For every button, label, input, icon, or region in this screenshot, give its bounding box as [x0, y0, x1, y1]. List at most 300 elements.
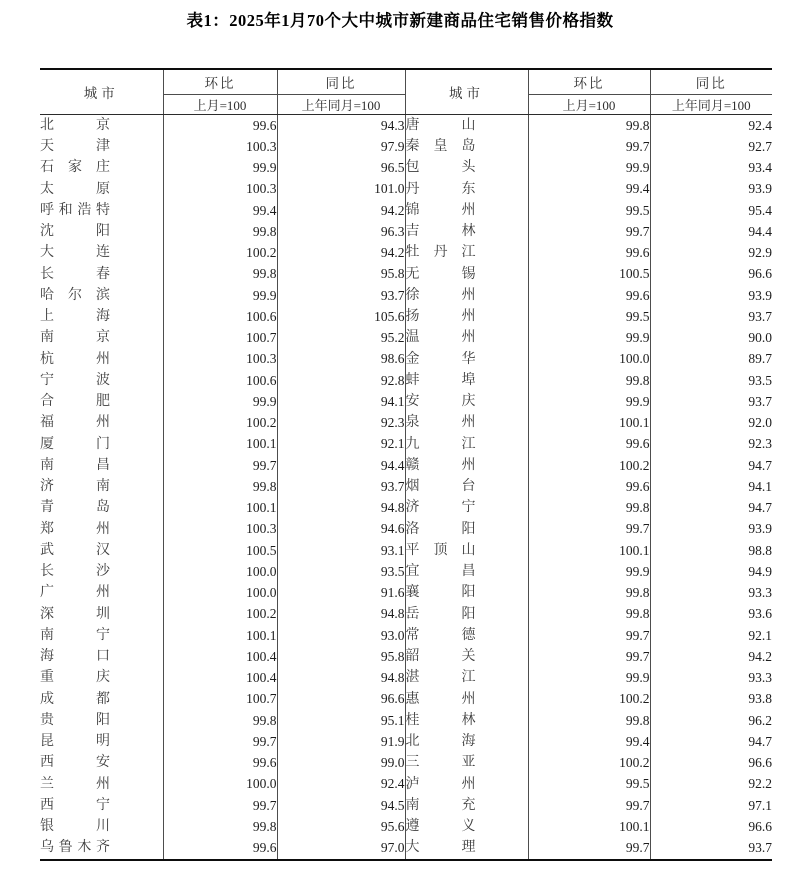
city-name-cell — [405, 625, 528, 646]
index-value-cell: 96.5 — [277, 158, 405, 179]
index-value-cell: 100.7 — [163, 689, 277, 710]
table-row — [40, 498, 772, 519]
index-value-cell: 99.8 — [163, 476, 277, 497]
table-row — [40, 285, 772, 306]
index-value-cell: 99.6 — [528, 243, 650, 264]
city-name-cell — [40, 689, 163, 710]
city-name-cell — [40, 838, 163, 860]
city-name: 桂林 — [405, 712, 476, 728]
index-value-cell: 96.6 — [650, 816, 772, 837]
city-name-cell — [405, 455, 528, 476]
index-value-cell: 96.6 — [650, 753, 772, 774]
index-value-cell: 97.0 — [277, 838, 405, 860]
city-name: 北京 — [40, 117, 110, 133]
index-value-cell: 100.5 — [163, 540, 277, 561]
index-value-cell: 100.2 — [163, 413, 277, 434]
city-name: 郑州 — [40, 521, 110, 537]
index-value-cell: 99.8 — [163, 816, 277, 837]
table-row — [40, 646, 772, 667]
index-value-cell: 100.0 — [163, 583, 277, 604]
index-value-cell: 93.7 — [277, 285, 405, 306]
city-name: 平顶山 — [405, 542, 476, 558]
table-row — [40, 328, 772, 349]
table-row — [40, 753, 772, 774]
index-value-cell: 99.8 — [163, 221, 277, 242]
table-row — [40, 476, 772, 497]
city-name-cell — [405, 115, 528, 137]
city-name-cell — [40, 540, 163, 561]
city-name-cell — [40, 349, 163, 370]
city-name: 广州 — [40, 585, 110, 601]
index-value-cell: 90.0 — [650, 328, 772, 349]
city-name-cell — [40, 455, 163, 476]
city-name: 锦州 — [405, 202, 476, 218]
city-name-cell — [40, 391, 163, 412]
city-name: 徐州 — [405, 287, 476, 303]
price-index-table-wrap — [40, 68, 772, 861]
city-name: 合肥 — [40, 394, 110, 410]
index-value-cell: 93.3 — [650, 668, 772, 689]
index-value-cell: 98.8 — [650, 540, 772, 561]
city-name-cell — [405, 221, 528, 242]
table-row — [40, 200, 772, 221]
index-value-cell: 100.1 — [528, 816, 650, 837]
index-value-cell: 93.7 — [277, 476, 405, 497]
city-name: 重庆 — [40, 670, 110, 686]
index-value-cell: 92.3 — [277, 413, 405, 434]
city-name: 济南 — [40, 479, 110, 495]
city-name-cell — [405, 689, 528, 710]
city-name-cell — [40, 731, 163, 752]
city-name-cell — [405, 731, 528, 752]
header-yoy-left: 同比 — [277, 69, 405, 94]
city-name: 南宁 — [40, 627, 110, 643]
index-value-cell: 95.6 — [277, 816, 405, 837]
table-row — [40, 370, 772, 391]
index-value-cell: 99.8 — [528, 710, 650, 731]
table-row — [40, 689, 772, 710]
index-value-cell: 99.6 — [528, 285, 650, 306]
city-name: 吉林 — [405, 224, 476, 240]
index-value-cell: 100.0 — [528, 349, 650, 370]
index-value-cell: 99.0 — [277, 753, 405, 774]
index-value-cell: 93.1 — [277, 540, 405, 561]
city-name: 福州 — [40, 415, 110, 431]
index-value-cell: 99.7 — [528, 838, 650, 860]
city-name-cell — [40, 434, 163, 455]
price-index-table — [40, 68, 772, 861]
index-value-cell: 100.1 — [163, 498, 277, 519]
city-name-cell — [405, 328, 528, 349]
index-value-cell: 94.7 — [650, 498, 772, 519]
city-name-cell — [40, 328, 163, 349]
city-name: 惠州 — [405, 691, 476, 707]
city-name-cell — [405, 476, 528, 497]
header-mom-base-left: 上月=100 — [163, 94, 277, 114]
city-name: 长春 — [40, 266, 110, 282]
table-row — [40, 115, 772, 137]
city-name: 蚌埠 — [405, 372, 476, 388]
index-value-cell: 100.2 — [528, 455, 650, 476]
table-row — [40, 668, 772, 689]
index-value-cell: 99.6 — [528, 434, 650, 455]
index-value-cell: 94.4 — [650, 221, 772, 242]
header-mom-right: 环比 — [528, 69, 650, 94]
index-value-cell: 93.8 — [650, 689, 772, 710]
index-value-cell: 99.8 — [528, 604, 650, 625]
city-name: 秦皇岛 — [405, 139, 476, 155]
city-name: 唐山 — [405, 117, 476, 133]
table-row — [40, 243, 772, 264]
city-name: 常德 — [405, 627, 476, 643]
index-value-cell: 99.9 — [528, 328, 650, 349]
city-name-cell — [40, 179, 163, 200]
city-name: 昆明 — [40, 734, 110, 750]
table-row — [40, 349, 772, 370]
table-body — [40, 115, 772, 860]
index-value-cell: 96.3 — [277, 221, 405, 242]
index-value-cell: 99.4 — [528, 731, 650, 752]
city-name: 哈尔滨 — [40, 287, 110, 303]
city-name-cell — [405, 646, 528, 667]
index-value-cell: 97.9 — [277, 136, 405, 157]
index-value-cell: 93.7 — [650, 838, 772, 860]
city-name-cell — [405, 285, 528, 306]
city-name-cell — [40, 476, 163, 497]
city-name-cell — [405, 561, 528, 582]
city-name: 西安 — [40, 755, 110, 771]
city-name-cell — [40, 200, 163, 221]
city-name: 大连 — [40, 245, 110, 261]
city-name-cell — [405, 136, 528, 157]
city-name-cell — [405, 413, 528, 434]
index-value-cell: 100.1 — [528, 540, 650, 561]
city-name: 岳阳 — [405, 606, 476, 622]
index-value-cell: 100.2 — [528, 753, 650, 774]
city-name: 长沙 — [40, 564, 110, 580]
index-value-cell: 100.6 — [163, 370, 277, 391]
index-value-cell: 94.9 — [650, 561, 772, 582]
table-row — [40, 625, 772, 646]
index-value-cell: 100.7 — [163, 328, 277, 349]
index-value-cell: 92.1 — [650, 625, 772, 646]
index-value-cell: 92.0 — [650, 413, 772, 434]
city-name-cell — [405, 370, 528, 391]
index-value-cell: 99.9 — [163, 158, 277, 179]
index-value-cell: 91.6 — [277, 583, 405, 604]
index-value-cell: 94.7 — [650, 455, 772, 476]
index-value-cell: 99.9 — [528, 668, 650, 689]
city-name-cell — [405, 158, 528, 179]
index-value-cell: 95.2 — [277, 328, 405, 349]
table-row — [40, 136, 772, 157]
index-value-cell: 99.5 — [528, 200, 650, 221]
index-value-cell: 92.4 — [650, 115, 772, 137]
city-name-cell — [40, 668, 163, 689]
index-value-cell: 94.6 — [277, 519, 405, 540]
table-row — [40, 413, 772, 434]
header-yoy-base-left: 上年同月=100 — [277, 94, 405, 114]
index-value-cell: 94.1 — [277, 391, 405, 412]
city-name: 成都 — [40, 691, 110, 707]
city-name-cell — [40, 519, 163, 540]
index-value-cell: 99.9 — [528, 158, 650, 179]
index-value-cell: 92.3 — [650, 434, 772, 455]
index-value-cell: 100.4 — [163, 668, 277, 689]
index-value-cell: 99.6 — [163, 838, 277, 860]
city-name-cell — [405, 838, 528, 860]
page-title: 表1：2025年1月70个大中城市新建商品住宅销售价格指数 — [186, 11, 614, 30]
city-name: 赣州 — [405, 457, 476, 473]
index-value-cell: 99.7 — [163, 731, 277, 752]
city-name-cell — [40, 243, 163, 264]
city-name-cell — [40, 221, 163, 242]
city-name: 泉州 — [405, 415, 476, 431]
index-value-cell: 94.8 — [277, 668, 405, 689]
index-value-cell: 94.4 — [277, 455, 405, 476]
city-name-cell — [40, 115, 163, 137]
city-name-cell — [40, 583, 163, 604]
city-name: 南昌 — [40, 457, 110, 473]
city-name-cell — [405, 434, 528, 455]
city-name: 襄阳 — [405, 585, 476, 601]
city-name: 烟台 — [405, 479, 476, 495]
index-value-cell: 100.6 — [163, 306, 277, 327]
index-value-cell: 95.8 — [277, 264, 405, 285]
city-name: 沈阳 — [40, 224, 110, 240]
city-name-cell — [40, 646, 163, 667]
index-value-cell: 94.8 — [277, 498, 405, 519]
header-city-left: 城市 — [40, 69, 163, 115]
city-name-cell — [40, 306, 163, 327]
city-name: 无锡 — [405, 266, 476, 282]
index-value-cell: 99.7 — [528, 646, 650, 667]
index-value-cell: 100.2 — [163, 604, 277, 625]
index-value-cell: 100.3 — [163, 136, 277, 157]
city-name: 三亚 — [405, 755, 476, 771]
header-yoy-right: 同比 — [650, 69, 772, 94]
city-name: 洛阳 — [405, 521, 476, 537]
city-name: 安庆 — [405, 394, 476, 410]
table-row — [40, 158, 772, 179]
index-value-cell: 99.5 — [528, 774, 650, 795]
city-name-cell — [40, 285, 163, 306]
index-value-cell: 99.9 — [163, 391, 277, 412]
table-row — [40, 455, 772, 476]
index-value-cell: 91.9 — [277, 731, 405, 752]
index-value-cell: 99.4 — [163, 200, 277, 221]
city-name-cell — [40, 774, 163, 795]
index-value-cell: 94.8 — [277, 604, 405, 625]
city-name: 太原 — [40, 181, 110, 197]
index-value-cell: 95.4 — [650, 200, 772, 221]
index-value-cell: 93.9 — [650, 519, 772, 540]
city-name: 南京 — [40, 330, 110, 346]
city-name-cell — [40, 264, 163, 285]
index-value-cell: 93.9 — [650, 285, 772, 306]
city-name: 深圳 — [40, 606, 110, 622]
city-name: 海口 — [40, 649, 110, 665]
index-value-cell: 99.4 — [528, 179, 650, 200]
index-value-cell: 99.6 — [528, 476, 650, 497]
table-row — [40, 434, 772, 455]
index-value-cell: 96.6 — [650, 264, 772, 285]
table-row — [40, 816, 772, 837]
city-name: 兰州 — [40, 776, 110, 792]
city-name-cell — [405, 519, 528, 540]
city-name-cell — [40, 795, 163, 816]
index-value-cell: 105.6 — [277, 306, 405, 327]
city-name-cell — [40, 710, 163, 731]
header-mom-left: 环比 — [163, 69, 277, 94]
index-value-cell: 98.6 — [277, 349, 405, 370]
index-value-cell: 99.6 — [163, 115, 277, 137]
city-name: 厦门 — [40, 436, 110, 452]
index-value-cell: 100.3 — [163, 179, 277, 200]
city-name-cell — [405, 349, 528, 370]
city-name: 银川 — [40, 819, 110, 835]
index-value-cell: 93.9 — [650, 179, 772, 200]
city-name: 宜昌 — [405, 564, 476, 580]
city-name: 天津 — [40, 139, 110, 155]
index-value-cell: 99.7 — [528, 795, 650, 816]
index-value-cell: 100.3 — [163, 349, 277, 370]
header-city-right: 城市 — [405, 69, 528, 115]
index-value-cell: 89.7 — [650, 349, 772, 370]
city-name: 石家庄 — [40, 160, 110, 176]
index-value-cell: 99.8 — [528, 115, 650, 137]
city-name-cell — [40, 561, 163, 582]
city-name-cell — [40, 604, 163, 625]
table-row — [40, 795, 772, 816]
city-name: 韶关 — [405, 649, 476, 665]
index-value-cell: 94.2 — [277, 243, 405, 264]
table-row — [40, 731, 772, 752]
city-name: 上海 — [40, 309, 110, 325]
city-name-cell — [40, 158, 163, 179]
index-value-cell: 94.7 — [650, 731, 772, 752]
city-name: 武汉 — [40, 542, 110, 558]
city-name-cell — [40, 625, 163, 646]
city-name-cell — [405, 179, 528, 200]
index-value-cell: 92.4 — [277, 774, 405, 795]
index-value-cell: 100.0 — [163, 561, 277, 582]
table-header — [40, 69, 772, 115]
city-name-cell — [405, 306, 528, 327]
city-name-cell — [40, 816, 163, 837]
index-value-cell: 99.8 — [528, 370, 650, 391]
index-value-cell: 99.5 — [528, 306, 650, 327]
city-name-cell — [405, 710, 528, 731]
index-value-cell: 93.6 — [650, 604, 772, 625]
city-name-cell — [405, 583, 528, 604]
index-value-cell: 92.9 — [650, 243, 772, 264]
table-row — [40, 710, 772, 731]
table-row — [40, 179, 772, 200]
index-value-cell: 93.0 — [277, 625, 405, 646]
city-name: 遵义 — [405, 819, 476, 835]
index-value-cell: 93.7 — [650, 306, 772, 327]
index-value-cell: 99.7 — [163, 795, 277, 816]
index-value-cell: 100.1 — [528, 413, 650, 434]
index-value-cell: 97.1 — [650, 795, 772, 816]
index-value-cell: 99.7 — [528, 519, 650, 540]
city-name: 南充 — [405, 797, 476, 813]
index-value-cell: 99.9 — [528, 391, 650, 412]
table-row — [40, 604, 772, 625]
city-name-cell — [405, 498, 528, 519]
city-name-cell — [405, 753, 528, 774]
table-row — [40, 583, 772, 604]
index-value-cell: 99.7 — [528, 221, 650, 242]
city-name-cell — [405, 774, 528, 795]
index-value-cell: 100.1 — [163, 434, 277, 455]
index-value-cell: 93.4 — [650, 158, 772, 179]
city-name: 乌鲁木齐 — [40, 840, 110, 856]
index-value-cell: 95.1 — [277, 710, 405, 731]
city-name: 丹东 — [405, 181, 476, 197]
header-yoy-base-right: 上年同月=100 — [650, 94, 772, 114]
city-name-cell — [405, 795, 528, 816]
index-value-cell: 99.9 — [528, 561, 650, 582]
city-name-cell — [405, 200, 528, 221]
city-name: 包头 — [405, 160, 476, 176]
index-value-cell: 99.9 — [163, 285, 277, 306]
index-value-cell: 92.7 — [650, 136, 772, 157]
index-value-cell: 92.1 — [277, 434, 405, 455]
city-name: 宁波 — [40, 372, 110, 388]
index-value-cell: 92.2 — [650, 774, 772, 795]
city-name-cell — [40, 498, 163, 519]
index-value-cell: 101.0 — [277, 179, 405, 200]
city-name-cell — [405, 668, 528, 689]
city-name: 牡丹江 — [405, 245, 476, 261]
index-value-cell: 95.8 — [277, 646, 405, 667]
city-name-cell — [405, 391, 528, 412]
city-name-cell — [405, 243, 528, 264]
index-value-cell: 94.1 — [650, 476, 772, 497]
city-name-cell — [405, 604, 528, 625]
index-value-cell: 100.4 — [163, 646, 277, 667]
index-value-cell: 100.2 — [163, 243, 277, 264]
index-value-cell: 100.1 — [163, 625, 277, 646]
city-name-cell — [40, 370, 163, 391]
index-value-cell: 99.8 — [163, 264, 277, 285]
index-value-cell: 99.8 — [528, 498, 650, 519]
table-row — [40, 774, 772, 795]
city-name-cell — [405, 264, 528, 285]
index-value-cell: 99.7 — [163, 455, 277, 476]
city-name: 湛江 — [405, 670, 476, 686]
index-value-cell: 99.8 — [528, 583, 650, 604]
index-value-cell: 94.2 — [277, 200, 405, 221]
index-value-cell: 99.7 — [528, 625, 650, 646]
table-row — [40, 306, 772, 327]
city-name: 金华 — [405, 351, 476, 367]
index-value-cell: 94.3 — [277, 115, 405, 137]
index-value-cell: 92.8 — [277, 370, 405, 391]
index-value-cell: 100.0 — [163, 774, 277, 795]
city-name-cell — [405, 816, 528, 837]
index-value-cell: 96.6 — [277, 689, 405, 710]
city-name: 北海 — [405, 734, 476, 750]
city-name: 贵阳 — [40, 712, 110, 728]
city-name: 青岛 — [40, 500, 110, 516]
city-name: 泸州 — [405, 776, 476, 792]
city-name: 九江 — [405, 436, 476, 452]
city-name: 西宁 — [40, 797, 110, 813]
city-name-cell — [40, 413, 163, 434]
